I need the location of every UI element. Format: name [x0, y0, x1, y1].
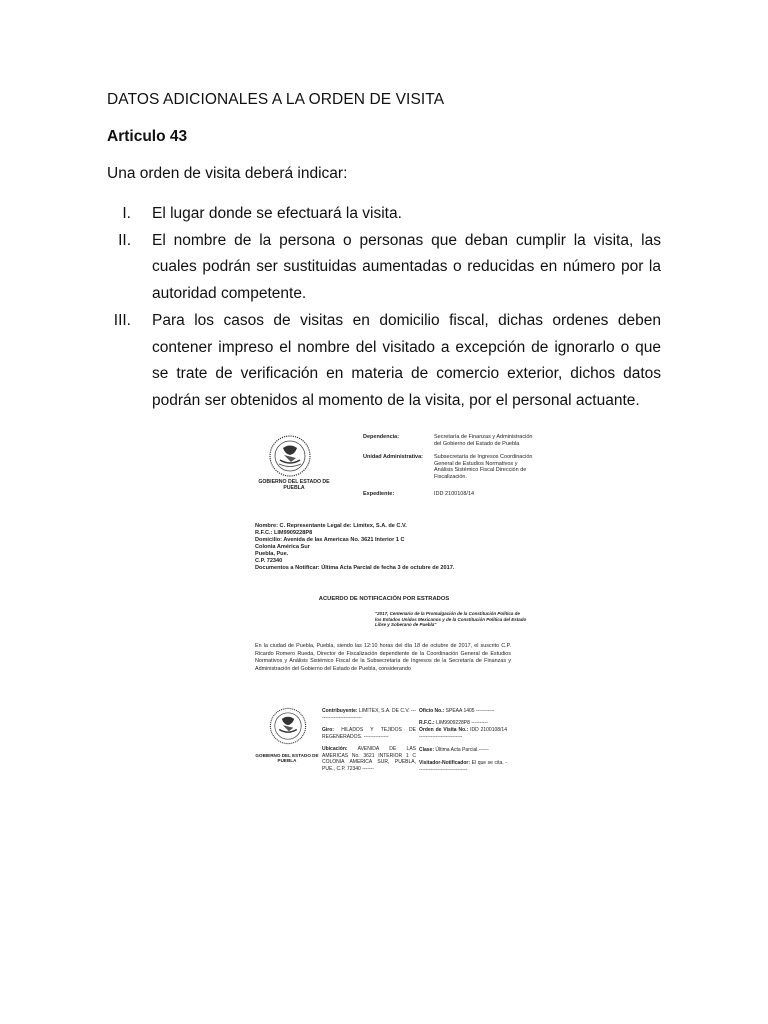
requirements-list: [107, 201, 661, 415]
centenary-note: "2017, Centenario de la Promulgación de la Constitución Política de los Estados Unidos Mexicanos y de la Constitución Política del Estado Libre y Soberano de Puebla": [375, 611, 527, 627]
row-label: Expediente:: [363, 491, 395, 497]
unidad-row: [363, 454, 533, 480]
item-numeral: III.: [113, 311, 131, 329]
cell-value: HILADOS Y TEJIDOS DE REGENERADOS. ---------------: [322, 727, 416, 740]
item-text: El nombre de la persona o personas que deban cumplir la visita, las cuales podrán ser sustituidas aumentadas o reducidas en número por la autoridad competente.: [152, 231, 661, 303]
list-item: [107, 228, 661, 308]
list-item: [107, 201, 661, 228]
page-title: DATOS ADICIONALES A LA ORDEN DE VISITA: [107, 91, 445, 108]
address-line: C.P. 72340: [255, 558, 283, 564]
address-line: Puebla, Pue.: [255, 551, 289, 557]
cell-value: SPEAA 1405 -----------: [445, 708, 495, 714]
cell-value: AVENIDA DE LAS AMERICAS No. 3621 INTERIOR 1 C COLONIA AMERICA SUR, PUEBLA, PUE., C.P. 72340 -------: [322, 746, 416, 772]
oficio-cell: [419, 708, 507, 715]
seal-caption: GOBIERNO DEL ESTADO DE PUEBLA: [255, 753, 319, 763]
cell-label: Contribuyente:: [322, 708, 358, 714]
item-text: Para los casos de visitas en domicilio fiscal, dichas ordenes deben contener impreso el nombre del visitado a excepción de ignorarlo o que se trate de verificación en materia de comercio exterior, dichos datos podrán ser obtenidos al momento de la visita, por el personal actuante.: [152, 311, 661, 409]
cell-label: Ubicación:: [322, 746, 348, 752]
cell-label: Giro:: [322, 727, 334, 733]
row-label: Unidad Administrativa:: [363, 454, 423, 460]
acuerdo-title: ACUERDO DE NOTIFICACIÓN POR ESTRADOS: [318, 596, 450, 602]
clase-cell: [419, 747, 507, 754]
list-item: [107, 308, 661, 415]
expediente-row: [363, 491, 533, 498]
cell-label: Oficio No.:: [419, 708, 445, 714]
item-numeral: II.: [118, 231, 131, 249]
giro-cell: [322, 727, 416, 740]
scan-paragraph: En la ciudad de Puebla, Puebla, siendo las 12:10 horas del día 18 de octubre de 2017, el suscrito C.P. Ricardo Romero Rueda, Director de Fiscalización dependiente de la Coordinación General de Estudios Normativos y Análisis Sistémico Fiscal de la Subsecretaría de Ingresos de la Secretaría de Finanzas y Administración del Gobierno del Estado de Puebla, considerando: [255, 643, 511, 672]
cell-label: R.F.C.:: [419, 720, 435, 726]
cell-label: Clase:: [419, 747, 435, 753]
row-value: IDD 2100108/14: [434, 491, 475, 497]
address-line: Domicilio: Avenida de las Americas No. 3621 Interior 1 C: [255, 537, 405, 543]
cell-value: LIMITEX, S.A. DE C.V. ---------------------------: [322, 708, 417, 721]
cell-value: El que se cita. ------------------------------: [419, 760, 508, 773]
cell-value: Última Acta Parcial.------: [435, 747, 489, 753]
mexican-coat-of-arms-seal-icon: [266, 706, 310, 746]
address-line: Colonia América Sur: [255, 544, 310, 550]
cell-value: LIM9909228P8 ----------: [435, 720, 488, 726]
cell-value: IDD 2100108/14 --------------------------: [419, 727, 507, 740]
contribuyente-cell: [322, 708, 416, 721]
address-line: Nombre: C. Representante Legal de: Limitex, S.A. de C.V.: [255, 523, 407, 529]
rfc-cell: [419, 720, 507, 727]
row-label: Dependencia:: [363, 434, 400, 440]
item-numeral: I.: [122, 205, 131, 222]
item-text: El lugar donde se efectuará la visita.: [152, 205, 402, 222]
notification-document-scan: [235, 430, 533, 672]
ubicacion-cell: [322, 746, 416, 772]
cell-label: Orden de Visita No.:: [419, 727, 469, 733]
article-heading: Articulo 43: [107, 128, 188, 145]
row-value: Secretaría de Finanzas y Administración del Gobierno del Estado de Puebla: [434, 434, 533, 447]
address-line: Documentos a Notificar: Última Acta Parcial de fecha 3 de octubre de 2017.: [255, 565, 455, 571]
address-line: R.F.C.: LIM9909228P8: [255, 530, 313, 536]
visitador-cell: [419, 760, 507, 773]
mexican-coat-of-arms-seal-icon: [265, 434, 315, 478]
row-value: Subsecretaría de Ingresos Coordinación General de Estudios Normativos y Análisis Sistémico Fiscal Dirección de Fiscalización.: [434, 454, 533, 480]
seal-caption: GOBIERNO DEL ESTADO DE PUEBLA: [258, 479, 330, 491]
orden-cell: [419, 727, 507, 740]
cell-label: Visitador-Notificador:: [419, 760, 471, 766]
visit-order-header-scan: [254, 702, 512, 778]
intro-text: Una orden de visita deberá indicar:: [107, 165, 348, 182]
dependencia-row: [363, 434, 533, 447]
